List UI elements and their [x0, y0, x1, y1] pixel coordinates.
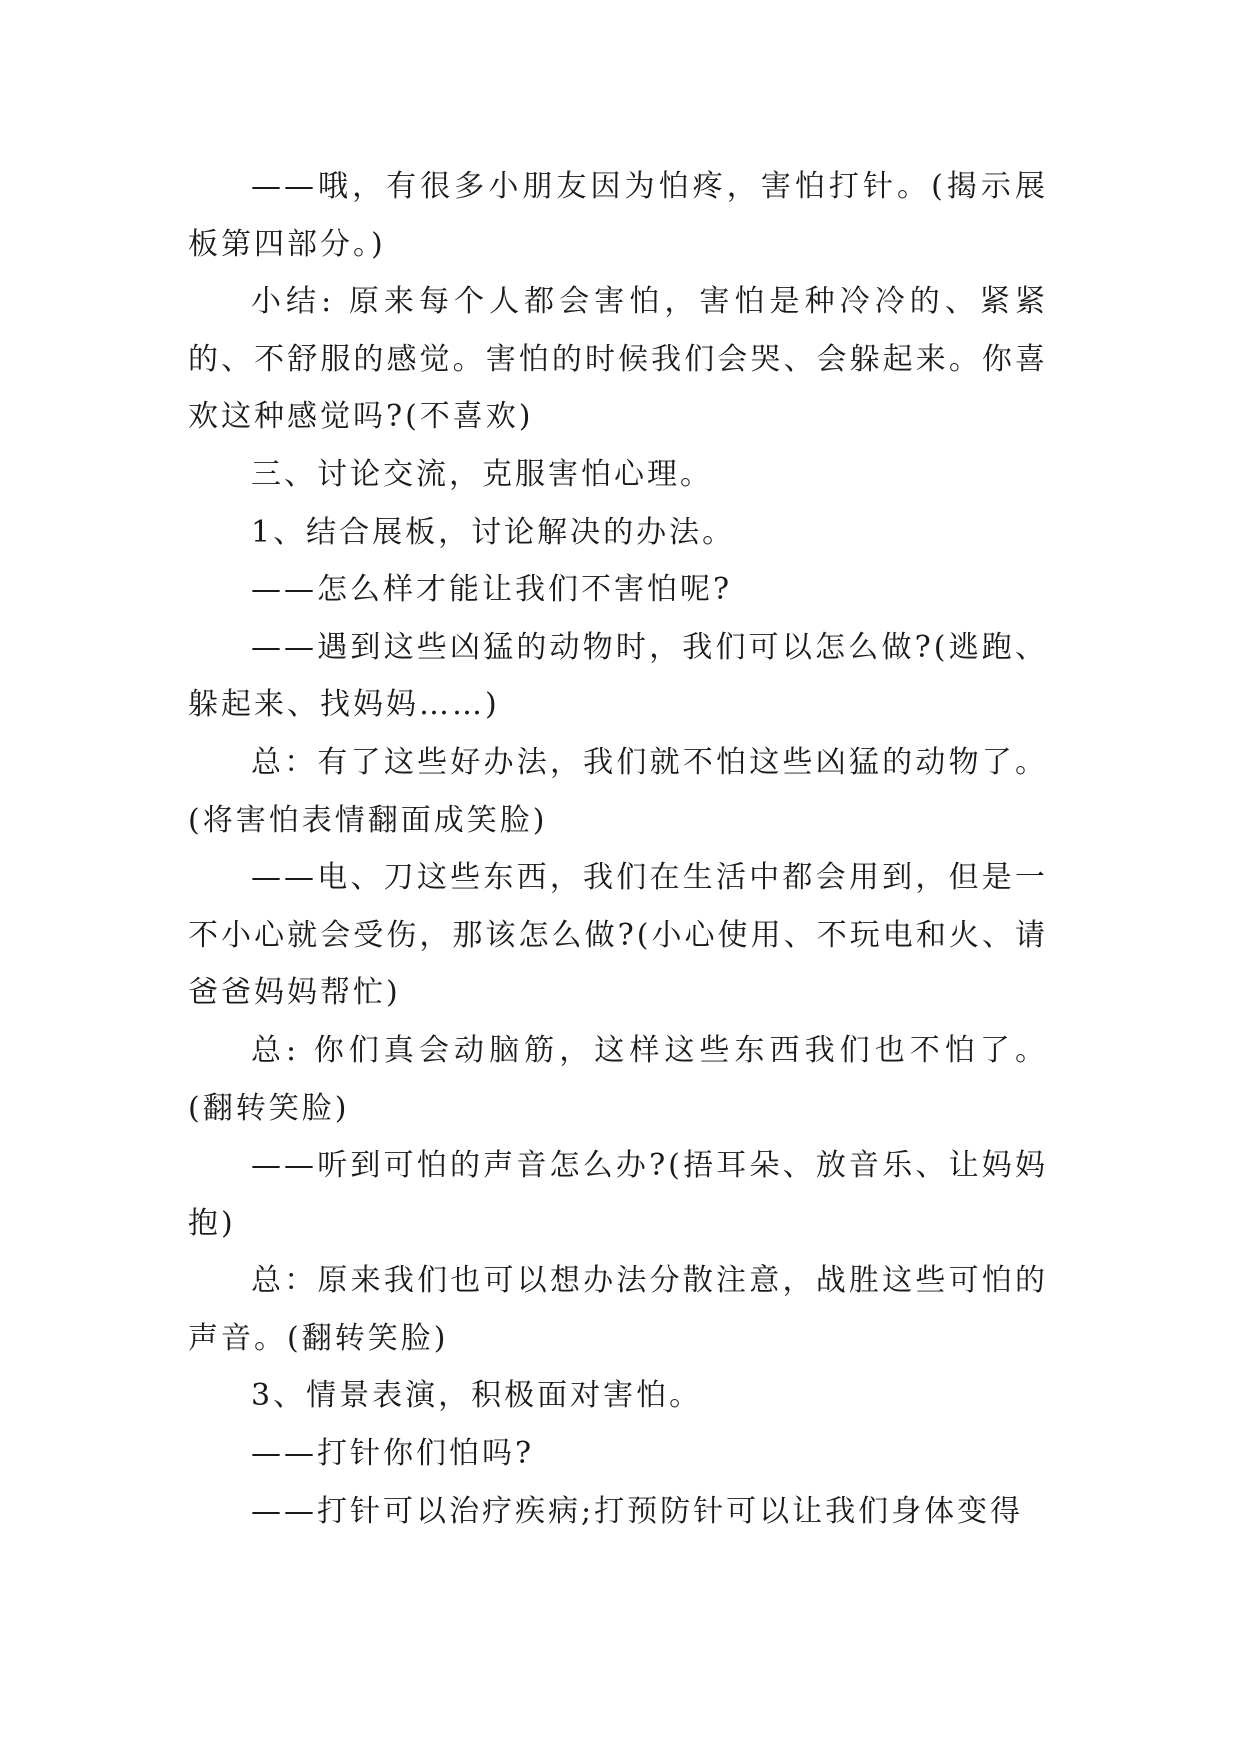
paragraph: ——电、刀这些东西，我们在生活中都会用到，但是一不小心就会受伤，那该怎么做?(小心使用、不玩电和火、请爸爸妈妈帮忙) — [188, 860, 1048, 1011]
paragraph: ——打针你们怕吗? — [251, 1436, 535, 1472]
paragraph: ——哦，有很多小朋友因为怕疼，害怕打针。(揭示展板第四部分。) — [188, 169, 1048, 262]
paragraph: 总：有了这些好办法，我们就不怕这些凶猛的动物了。(将害怕表情翻面成笑脸) — [188, 744, 1048, 838]
paragraph: ——听到可怕的声音怎么办?(捂耳朵、放音乐、让妈妈抱) — [188, 1148, 1048, 1241]
paragraph: 总：原来我们也可以想办法分散注意，战胜这些可怕的声音。(翻转笑脸) — [188, 1263, 1048, 1356]
paragraph: 3、情景表演，积极面对害怕。 — [251, 1378, 703, 1414]
paragraph: ——怎么样才能让我们不害怕呢? — [251, 572, 733, 608]
paragraph: 总: 你们真会动脑筋，这样这些东西我们也不怕了。(翻转笑脸) — [188, 1032, 1048, 1126]
paragraph: 1、结合展板，讨论解决的办法。 — [251, 514, 736, 550]
paragraph: ——遇到这些凶猛的动物时，我们可以怎么做?(逃跑、躲起来、找妈妈……) — [188, 629, 1048, 723]
document-body — [188, 158, 1048, 1540]
paragraph: 小结: 原来每个人都会害怕，害怕是种冷冷的、紧紧的、不舒服的感觉。害怕的时候我们会哭、会躲起来。你喜欢这种感觉吗?(不喜欢) — [188, 284, 1048, 435]
paragraph: 三、讨论交流，克服害怕心理。 — [251, 456, 713, 492]
paragraph: ——打针可以治疗疾病;打预防针可以让我们身体变得 — [251, 1493, 1024, 1529]
